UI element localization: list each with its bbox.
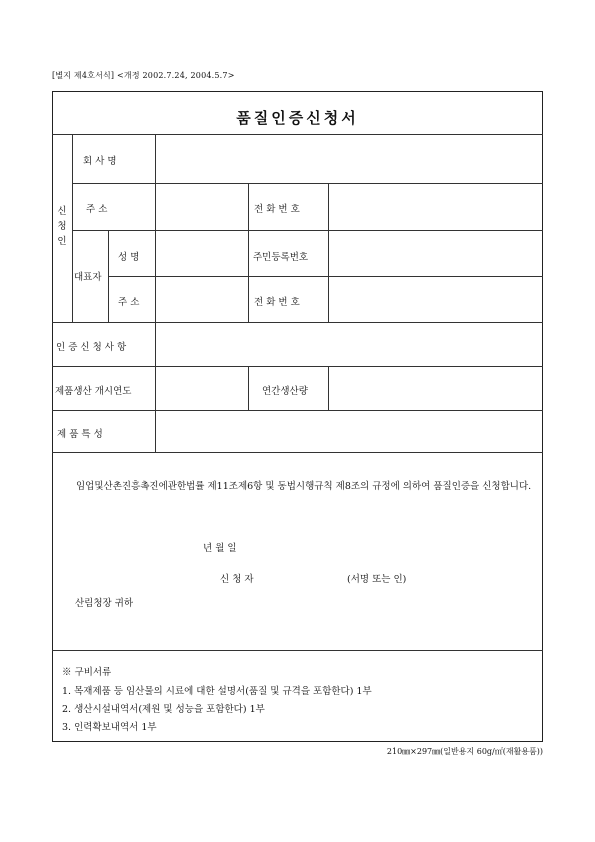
applicant-group-label: 신 청 인 [57,206,67,247]
divider [248,366,249,410]
cert-items-label: 인 증 신 청 사 항 [56,342,127,353]
divider [328,366,329,410]
date-line: 년 월 일 [203,543,237,554]
form-header: [별지 제4호서식] <개정 2002.7.24, 2004.5.7> [52,71,235,80]
divider [52,650,543,651]
representative-label: 대표자 [74,272,102,283]
phone-label: 전 화 번 호 [254,204,300,215]
divider [52,452,543,453]
form-frame [52,91,543,742]
sign-note: (서명 또는 인) [347,574,407,585]
divider [248,183,249,322]
divider [72,183,543,184]
company-name-label: 회 사 명 [83,156,117,167]
rep-name-label: 성 명 [118,252,140,263]
required-docs-heading: ※ 구비서류 [62,667,112,678]
prod-start-year-label: 제품생산 개시연도 [55,386,132,397]
divider [52,134,543,135]
address-label: 주 소 [86,204,108,215]
divider [108,276,543,277]
divider [52,322,543,323]
resident-number-label: 주민등록번호 [253,252,309,263]
addressee: 산림청장 귀하 [75,598,134,609]
divider [72,230,543,231]
divider [155,134,156,452]
rep-phone-label: 전 화 번 호 [254,297,300,308]
paper-spec-footer: 210㎜×297㎜(일반용지 60g/㎡(재활용품)) [386,747,543,756]
divider [108,230,109,322]
product-features-label: 제 품 특 성 [57,429,103,440]
statement-text: 임업및산촌진흥촉진에관한법률 제11조제6항 및 동법시행규칙 제8조의 규정에 의하여 품질인증을 신청합니다. [76,481,532,492]
rep-address-label: 주 소 [118,297,140,308]
required-doc-item: 3. 인력확보내역서 1부 [62,722,157,733]
annual-output-label: 연간생산량 [262,386,308,397]
divider [52,410,543,411]
divider [328,183,329,322]
divider [72,134,73,322]
required-doc-item: 1. 목재제품 등 임산물의 시료에 대한 설명서(품질 및 규격을 포함한다) 1부 [62,686,372,697]
divider [52,366,543,367]
applicant-signature-line: 신 청 자 [220,574,254,585]
required-doc-item: 2. 생산시설내역서(제원 및 성능을 포함한다) 1부 [62,704,265,715]
form-title: 품질인증신청서 [236,109,359,127]
